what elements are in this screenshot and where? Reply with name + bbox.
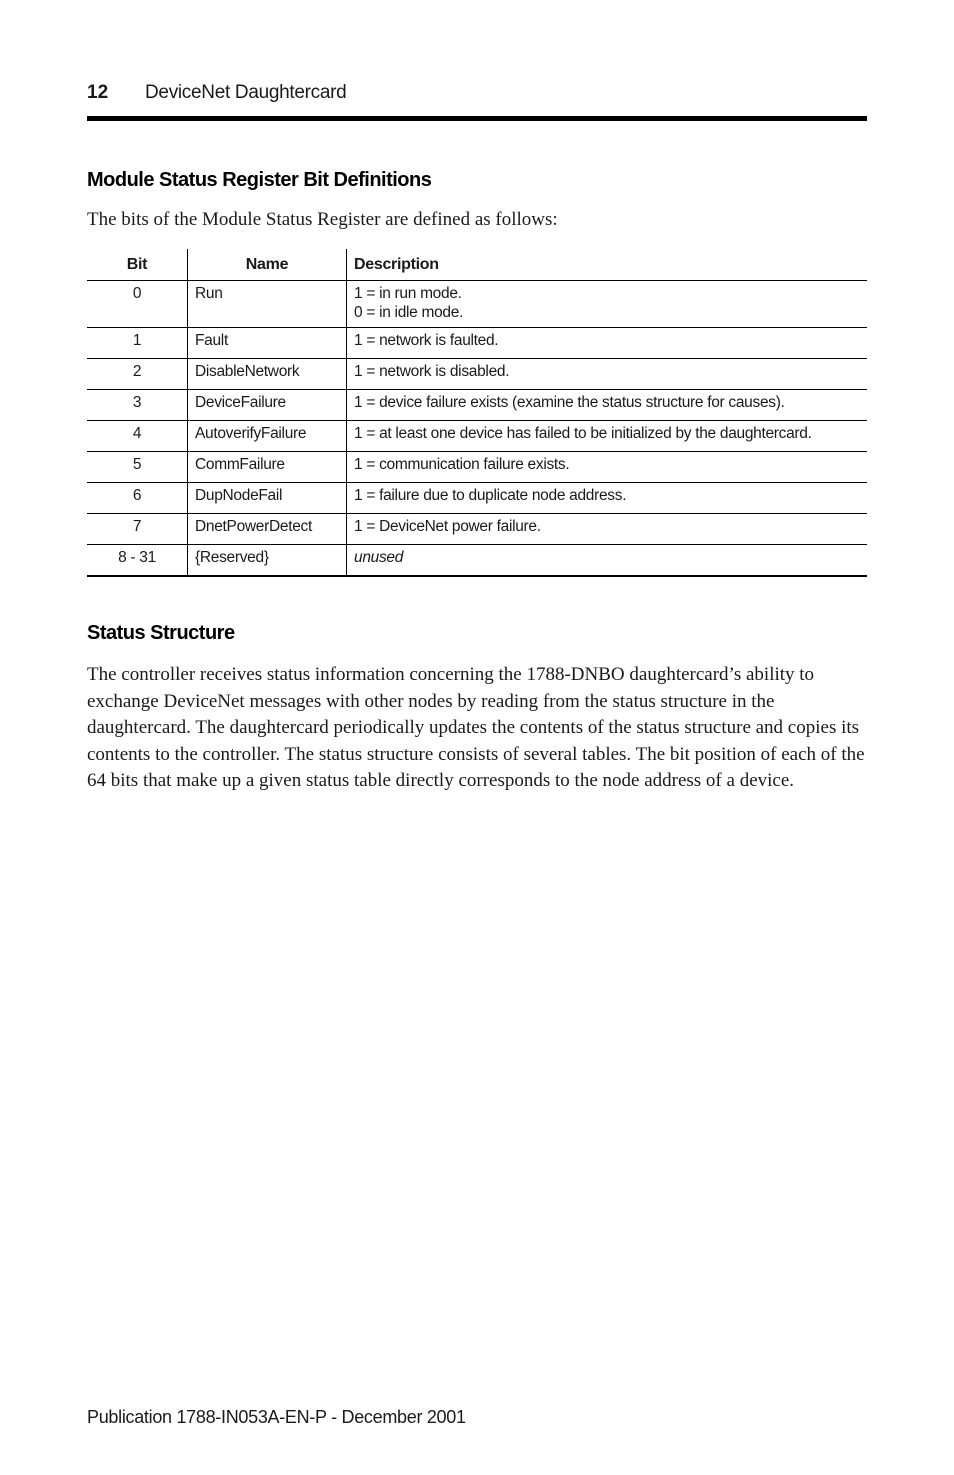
description-line: 0 = in idle mode. [354,304,464,321]
name-cell: Run [188,281,347,328]
name-cell: AutoverifyFailure [188,421,347,452]
description-cell: 1 = device failure exists (examine the status structure for causes). [347,390,868,421]
table-row [87,452,867,483]
running-title: DeviceNet Daughtercard [145,82,347,103]
bit-cell: 7 [87,514,188,545]
bit-cell: 3 [87,390,188,421]
table-row [87,359,867,390]
description-cell: 1 = communication failure exists. [347,452,868,483]
column-header-bit: Bit [87,249,188,281]
name-cell: {Reserved} [188,545,347,577]
description-cell: 1 = network is faulted. [347,328,868,359]
description-cell: 1 = network is disabled. [347,359,868,390]
bit-cell: 8 - 31 [87,545,188,577]
bit-cell: 0 [87,281,188,328]
section-heading-status-structure: Status Structure [87,622,235,644]
intro-text: The bits of the Module Status Register are defined as follows: [87,209,558,230]
table-header-row [87,249,867,281]
table-row [87,328,867,359]
table-row [87,421,867,452]
page-header [87,80,867,110]
section-heading-bit-definitions: Module Status Register Bit Definitions [87,169,432,191]
name-cell: DeviceFailure [188,390,347,421]
bit-definitions-table [87,249,867,577]
table-row [87,545,867,577]
name-cell: DupNodeFail [188,483,347,514]
table-row [87,281,867,328]
status-structure-paragraph: The controller receives status information concerning the 1788-DNBO daughtercard’s ability to exchange DeviceNet messages with other nodes by reading from the status structure in the daughtercard. The daughtercard periodically updates the contents of the status structure and copies its contents to the controller. The status structure consists of several tables. The bit position of each of the 64 bits that make up a given status table directly corresponds to the node address of a device. [87,664,865,792]
header-rule [87,116,867,121]
bit-cell: 6 [87,483,188,514]
bit-cell: 5 [87,452,188,483]
description-cell: unused [347,545,868,577]
description-line: 1 = in run mode. [354,285,462,302]
description-cell: 1 = DeviceNet power failure. [347,514,868,545]
description-cell [347,281,868,328]
bit-cell: 4 [87,421,188,452]
name-cell: DnetPowerDetect [188,514,347,545]
description-cell: 1 = failure due to duplicate node address. [347,483,868,514]
column-header-name: Name [188,249,347,281]
bit-cell: 2 [87,359,188,390]
name-cell: CommFailure [188,452,347,483]
name-cell: Fault [188,328,347,359]
bit-cell: 1 [87,328,188,359]
description-cell: 1 = at least one device has failed to be initialized by the daughtercard. [347,421,868,452]
page-number: 12 [87,82,109,103]
name-cell: DisableNetwork [188,359,347,390]
publication-footer: Publication 1788-IN053A-EN-P - December 2001 [87,1407,466,1427]
table-row [87,390,867,421]
table-row [87,483,867,514]
table-row [87,514,867,545]
column-header-description: Description [347,249,868,281]
